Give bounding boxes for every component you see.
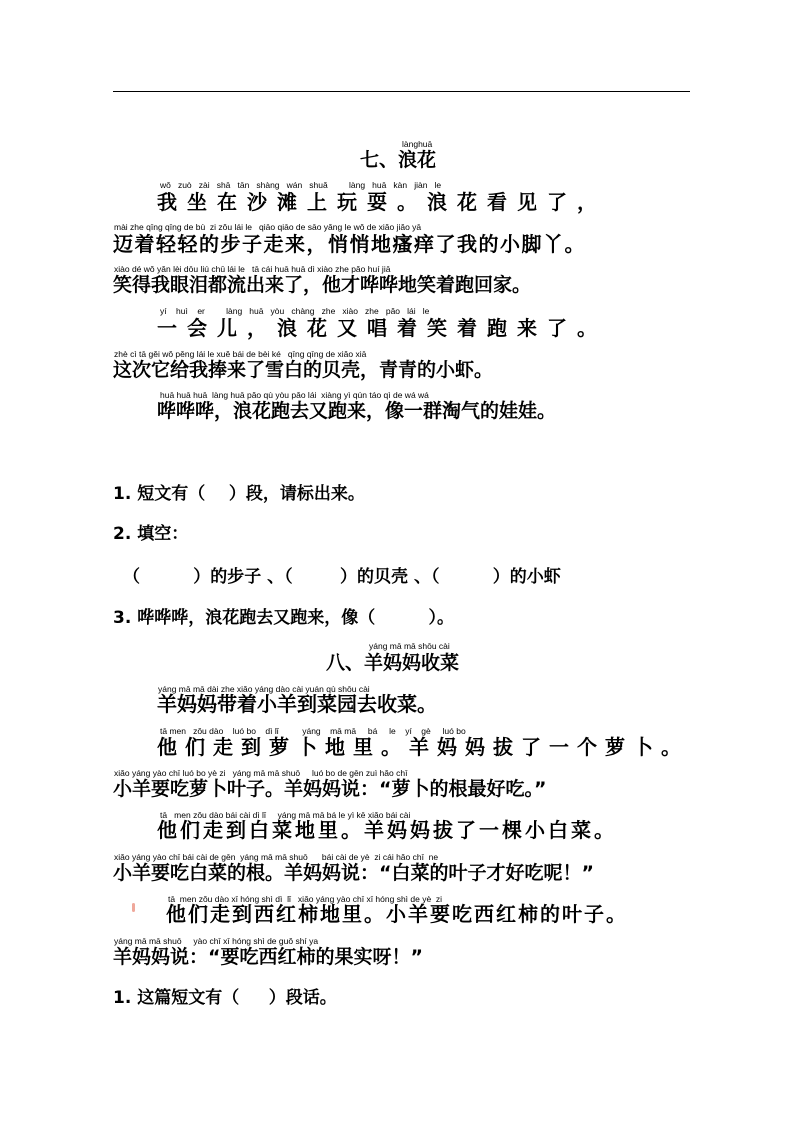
lesson8-line6-pinyin: tā men zǒu dào xī hóng shì dì lǐ xiǎo yáng yào chī xī hóng shì de yè zi [168, 894, 443, 904]
lesson7-line5-pinyin: zhè cì tā gěi wǒ pěng lái le xuě bái de bèi ké qīng qīng de xiǎo xiā [114, 349, 367, 359]
lesson8-line5-pinyin: xiǎo yáng yào chī bái cài de gēn yáng mā mā shuō bái cài de yè zi cái hǎo chī ne [114, 852, 439, 862]
lesson7-line6: 哗哗哗，浪花跑去又跑来，像一群淘气的娃娃。 [157, 400, 557, 422]
lesson7-line1: 我坐在沙滩上玩耍。浪花看见了， [157, 190, 607, 214]
lesson8-title: 八、羊妈妈收菜 [326, 652, 460, 674]
lesson7-line5: 这次它给我捧来了雪白的贝壳，青青的小虾。 [113, 359, 494, 381]
lesson8-line7: 羊妈妈说：“要吃西红柿的果实呀！” [113, 946, 423, 968]
lesson7-line2-pinyin: mài zhe qīng qīng de bù zi zǒu lái le qiāo qiāo de sāo yǎng le wǒ de xiǎo jiǎo yā [114, 222, 422, 232]
lesson8-line5: 小羊要吃白菜的根。羊妈妈说：“白菜的叶子才好吃呢！” [113, 862, 594, 884]
lesson7-line3-pinyin: xiào dé wǒ yǎn lèi dōu liú chū lái le tā cái huā huā dì xiào zhe pǎo huí jiā [114, 264, 391, 274]
lesson7-line4: 一会儿，浪花又唱着笑着跑来了。 [157, 316, 607, 340]
lesson7-line2: 迈着轻轻的步子走来，悄悄地瘙痒了我的小脚丫。 [113, 232, 586, 256]
lesson7-title: 七、浪花 [360, 149, 437, 171]
lesson8-line4: 他们走到白菜地里。羊妈妈拔了一棵小白菜。 [157, 818, 617, 842]
lesson8-title-pinyin: yáng mā mā shōu cài [369, 641, 450, 651]
lesson7-line6-pinyin: huā huā huā làng huā pǎo qù yòu pǎo lái xiàng yì qún táo qì de wá wá [160, 390, 429, 400]
question-7-1: 1. 短文有（ ）段，请标出来。 [113, 484, 365, 504]
lesson8-line3-pinyin: xiǎo yáng yào chī luó bo yè zi yáng mā mā shuō luó bo de gēn zuì hǎo chī [114, 768, 408, 778]
question-7-3: 3. 哗哗哗，浪花跑去又跑来，像（ ）。 [113, 608, 454, 628]
lesson8-line2-pinyin: tā men zǒu dào luó bo dì lǐ yáng mā mā bá le yí gè luó bo [160, 726, 466, 736]
scan-mark [132, 903, 135, 912]
lesson8-line2: 他们走到萝卜地里。羊妈妈拔了一个萝卜。 [157, 735, 689, 759]
lesson8-line3: 小羊要吃萝卜叶子。羊妈妈说：“萝卜的根最好吃。” [113, 778, 547, 800]
lesson7-title-pinyin: lànghuā [402, 139, 433, 149]
lesson8-line6: 他们走到西红柿地里。小羊要吃西红柿的叶子。 [166, 902, 628, 926]
lesson8-line1: 羊妈妈带着小羊到菜园去收菜。 [157, 692, 437, 716]
top-rule [113, 91, 690, 92]
lesson8-line1-pinyin: yáng mā mā dài zhe xiǎo yáng dào cài yuán qù shōu cài [158, 684, 370, 694]
question-7-2: 2. 填空： [113, 524, 189, 544]
lesson8-line7-pinyin: yáng mā mā shuō yào chī xī hóng shì de guǒ shí ya [114, 936, 319, 946]
lesson7-line4-pinyin: yí huì er làng huā yòu chàng zhe xiào zhe pǎo lái le [160, 306, 430, 316]
lesson8-line4-pinyin: tā men zǒu dào bái cài dì lǐ yáng mā mā bá le yì kē xiǎo bái cài [160, 810, 411, 820]
question-7-2-blanks: （ ）的步子 、（ ）的贝壳 、（ ）的小虾 [123, 567, 561, 587]
lesson7-line3: 笑得我眼泪都流出来了，他才哗哗地笑着跑回家。 [113, 274, 532, 296]
lesson7-line1-pinyin: wǒ zuò zài shā tān shàng wán shuǎ làng huā kàn jiàn le [160, 180, 442, 190]
question-8-1: 1. 这篇短文有（ ）段话。 [113, 988, 337, 1008]
